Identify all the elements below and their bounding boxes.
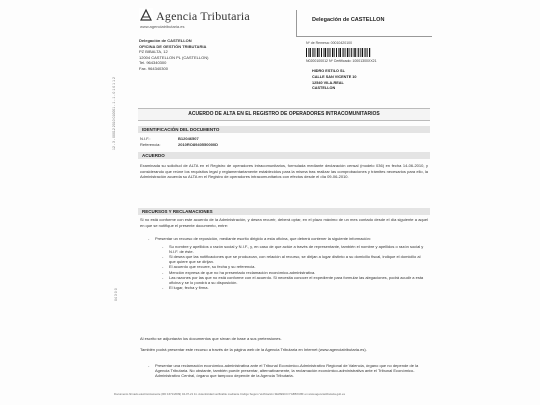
option-reclamacion: - Presentar una reclamación económico-administrativa ante el Tribunal Económico-Administrativo Regional de Valencia, órgano que no depende de la Agencia Tributaria. No obstante, también puede presentar, alternativamente, la reclamación económico-administrativa ante el Tribunal Económico-Administrativo Central, órgano que tampoco depende de la Agencia Tributaria. — [148, 363, 428, 378]
recipient-line: CALLE SAN VICENTE 10 — [312, 74, 357, 79]
nif-label: N.I.F.: — [140, 136, 151, 141]
option-reposicion-text: Presentar un recurso de reposición, mediante escrito dirigido a esta oficina, que deberá contener la siguiente información: — [155, 236, 371, 241]
agency-logo-icon — [139, 8, 153, 22]
section-heading-identificacion: IDENTIFICACIÓN DEL DOCUMENTO — [138, 126, 430, 133]
reference-value: 2010RO8940550000D — [178, 142, 219, 147]
sender-line: OFICINA DE GESTIÓN TRIBUTARIA — [139, 43, 207, 49]
agency-url: www.agenciatributaria.es — [140, 24, 185, 29]
online-note: También podrá presentar este recurso a través de la página web de la Agencia Tributaria en Internet (www.agenciatributaria.es). — [140, 347, 367, 352]
sender-line: PZ BIBALTA, 12 — [139, 49, 168, 55]
list-item: - El lugar, fecha y firma. — [155, 285, 428, 290]
delegation-box — [296, 10, 432, 37]
recipient-line: HIDRO ESTILO SL — [312, 69, 345, 73]
side-reference-text: 12 - 3 - 00012 2010 010001 - 1 - 1 - 0 1 0 1 1 2 — [112, 77, 116, 150]
reference-label: Referencia: — [140, 142, 161, 147]
sender-line: Fax. 964340300 — [139, 65, 168, 71]
recipient-line: CASTELLON — [312, 86, 336, 91]
sender-line: 12004 CASTELLON PL (CASTELLON) — [139, 54, 209, 60]
recipient-address — [312, 69, 357, 92]
acuerdo-text: Examinada su solicitud de ALTA en el Registro de operadores intracomunitarios, formulada mediante declaración censal (modelo 036) en fecha 14-06-2010, y considerando que reúne los requisitos legal y reglamentariamente establecidos para la misma tras realizar las comprobaciones y trámites necesarios para ello, la Administración acuerda su ALTA en el Registro de operadores intracomunitarios con efectos desde el día 09-06-2010. — [140, 163, 428, 180]
certificate-number: N0200100012 Nº Certificado: 10001300XX21 — [306, 59, 377, 63]
sender-address — [139, 38, 208, 72]
recipient-line: 12540 VILA-REAL — [312, 80, 344, 85]
document-title: ACUERDO DE ALTA EN EL REGISTRO DE OPERADORES INTRACOMUNITARIOS — [138, 108, 430, 121]
attach-note: Al escrito se adjuntarán los documentos que sirvan de base a sus pretensiones. — [140, 336, 282, 341]
option-list-2 — [148, 363, 428, 378]
list-item: - Su nombre y apellidos o razón social y N.I.F., y, en caso de que actúe a través de representante, también el nombre y apellidos o razón social y N.I.F. de éste. — [155, 244, 428, 254]
list-item: - Mención expresa de que no ha presentado reclamación económico-administrativa. — [155, 270, 428, 275]
recursos-intro: Si no está conforme con este acuerdo de la Administración, y desea recurrir, deberá optar, en el plazo máximo de un mes contado desde el día siguiente a aquel en que se notifique el presente documento, entre: — [140, 217, 428, 228]
side-reference-text-bottom: 04 3 0 0 — [114, 288, 118, 301]
nif-value: B12046507 — [178, 136, 199, 141]
sender-line: Tel. 964340300 — [139, 60, 167, 66]
reference-row — [140, 142, 219, 147]
section-heading-acuerdo: ACUERDO — [138, 152, 430, 159]
list-item: - Si desea que las notificaciones que se produzcan, con relación al recurso, se dirijan a lugar distinto a su domicilio fiscal, indique el domicilio al que quiere que se dirijan. — [155, 254, 428, 264]
footer-signature-note: Documento firmado electrónicamente (RD 1671/2009) 04-07-21 11. Autenticidad verificable mediante Código Seguro Verificación 3EWE9CC/YGB5XUBF en www.agenciatributaria.gob.es — [114, 392, 345, 396]
option-list — [148, 236, 428, 290]
barcode-icon — [306, 48, 371, 57]
section-heading-recursos: RECURSOS Y RECLAMACIONES — [138, 208, 430, 215]
sender-line: Delegación de CASTELLON — [139, 38, 192, 43]
agency-name: Agencia Tributaria — [156, 9, 250, 23]
list-item: - El acuerdo que recurre, su fecha y su referencia. — [155, 264, 428, 269]
nif-row — [140, 136, 199, 141]
list-item: - Las razones por las que no está conforme con el acuerdo. Si necesita conocer el expediente para formular las alegaciones, podrá acudir a esta oficina y se lo pondrá a su disposición. — [155, 275, 428, 285]
required-info-list — [155, 244, 428, 290]
remesa-number: Nº de Remesa: 00010420100 — [306, 41, 353, 45]
delegation-title: Delegación de CASTELLON — [312, 17, 385, 23]
option-reposicion — [148, 236, 428, 290]
